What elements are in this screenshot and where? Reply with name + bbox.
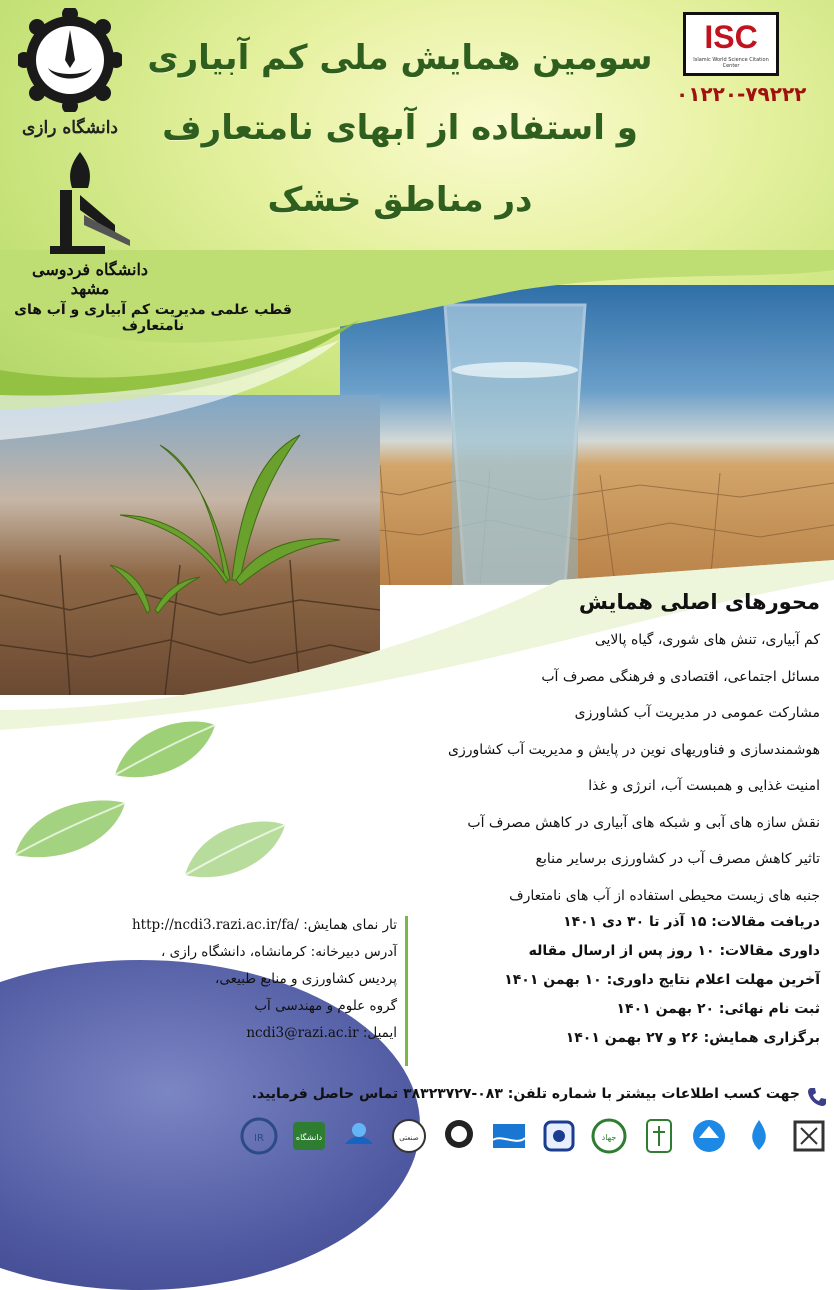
svg-text:دانشگاه: دانشگاه bbox=[295, 1133, 323, 1142]
date-submission: دریافت مقالات: ۱۵ آذر تا ۳۰ دی ۱۴۰۱ bbox=[563, 914, 820, 930]
list-item: مشارکت عمومی در مدیریت آب کشاورزی bbox=[574, 705, 820, 721]
date-conference: برگزاری همایش: ۲۶ و ۲۷ بهمن ۱۴۰۱ bbox=[565, 1030, 820, 1046]
sponsor-logo bbox=[388, 1111, 430, 1161]
svg-text:جهاد: جهاد bbox=[601, 1133, 617, 1142]
sponsor-logo bbox=[638, 1111, 680, 1161]
isc-logo bbox=[683, 12, 779, 76]
razi-university-logo bbox=[18, 8, 122, 112]
title-line-3: در مناطق خشک bbox=[267, 180, 533, 220]
leaf-icon bbox=[180, 815, 290, 885]
razi-university-name: دانشگاه رازی bbox=[21, 118, 119, 138]
address-line-3: گروه علوم و مهندسی آب bbox=[254, 998, 397, 1014]
address-line-1: آدرس دبیرخانه: کرمانشاه، دانشگاه رازی ، bbox=[161, 944, 397, 960]
list-item: نقش سازه های آبی و شبکه های آبیاری در کاهش مصرف آب bbox=[467, 814, 820, 831]
ferdowsi-university-logo bbox=[20, 150, 140, 260]
title-line-2: و استفاده از آبهای نامتعارف bbox=[162, 108, 638, 148]
date-review: داوری مقالات: ۱۰ روز پس از ارسال مقاله bbox=[528, 943, 820, 959]
email-link[interactable]: ncdi3@razi.ac.ir bbox=[246, 1025, 359, 1041]
svg-text:IR: IR bbox=[254, 1133, 264, 1144]
sponsor-logo bbox=[788, 1111, 830, 1161]
contact-line: جهت کسب اطلاعات بیشتر با شماره تلفن: ۰۸۳-۳۸۳۲۳۷۲۷ تماس حاصل فرمایید. bbox=[251, 1086, 800, 1102]
leaf-icon bbox=[110, 715, 220, 785]
address-line-2: پردیس کشاورزی و منابع طبیعی، bbox=[215, 971, 397, 987]
list-item: کم آبیاری، تنش های شوری، گیاه پالایی bbox=[594, 632, 820, 648]
email-row bbox=[160, 1020, 397, 1047]
scientific-pole-name: قطب علمی مدیریت کم آبیاری و آب های نامتعارف bbox=[14, 302, 292, 334]
svg-text:صنعتی: صنعتی bbox=[399, 1134, 419, 1142]
sponsor-logo bbox=[588, 1111, 630, 1161]
email-label: ایمیل: bbox=[362, 1025, 397, 1041]
website-link[interactable]: http://ncdi3.razi.ac.ir/fa/ bbox=[131, 917, 299, 933]
title-line-1: سومین همایش ملی کم آبیاری bbox=[147, 38, 653, 78]
sponsor-logo bbox=[238, 1111, 280, 1161]
list-item: جنبه های زیست محیطی استفاده از آب های نامتعارف bbox=[509, 887, 820, 904]
isc-subtitle: Islamic World Science Citation Center bbox=[693, 57, 769, 69]
sponsor-logo bbox=[538, 1111, 580, 1161]
divider bbox=[405, 916, 408, 1066]
sponsor-logo bbox=[688, 1111, 730, 1161]
phone-icon bbox=[806, 1086, 828, 1108]
axes-heading: محورهای اصلی همایش bbox=[578, 590, 820, 614]
list-item: هوشمندسازی و فناوریهای نوین در پایش و مدیریت آب کشاورزی bbox=[447, 741, 820, 758]
axes-list bbox=[280, 622, 820, 914]
website-label: تار نمای همایش: bbox=[303, 917, 397, 933]
list-item: مسائل اجتماعی، اقتصادی و فرهنگی مصرف آب bbox=[541, 668, 820, 685]
contact-info bbox=[131, 912, 397, 1047]
ferdowsi-university-name: دانشگاه فردوسی مشهد bbox=[31, 260, 149, 298]
list-item: تاثیر کاهش مصرف آب در کشاورزی برسایر منابع bbox=[535, 851, 820, 867]
isc-code: ۰۱۲۲۰-۷۹۲۲۲ bbox=[676, 82, 807, 106]
sponsor-logos bbox=[238, 1107, 830, 1165]
sponsor-logo bbox=[338, 1111, 380, 1161]
sponsor-logo bbox=[438, 1111, 480, 1161]
sponsor-logo bbox=[738, 1111, 780, 1161]
isc-logo-text: ISC bbox=[704, 19, 758, 55]
list-item: امنیت غذایی و همبست آب، انرژی و غذا bbox=[588, 778, 820, 794]
website-row bbox=[131, 912, 397, 939]
date-results: آخرین مهلت اعلام نتایج داوری: ۱۰ بهمن ۱۴۰۱ bbox=[504, 972, 820, 988]
date-registration: ثبت نام نهائی: ۲۰ بهمن ۱۴۰۱ bbox=[616, 1001, 820, 1017]
leaf-icon bbox=[10, 795, 130, 865]
sponsor-logo bbox=[488, 1111, 530, 1161]
important-dates bbox=[395, 914, 820, 1059]
sponsor-logo bbox=[288, 1111, 330, 1161]
